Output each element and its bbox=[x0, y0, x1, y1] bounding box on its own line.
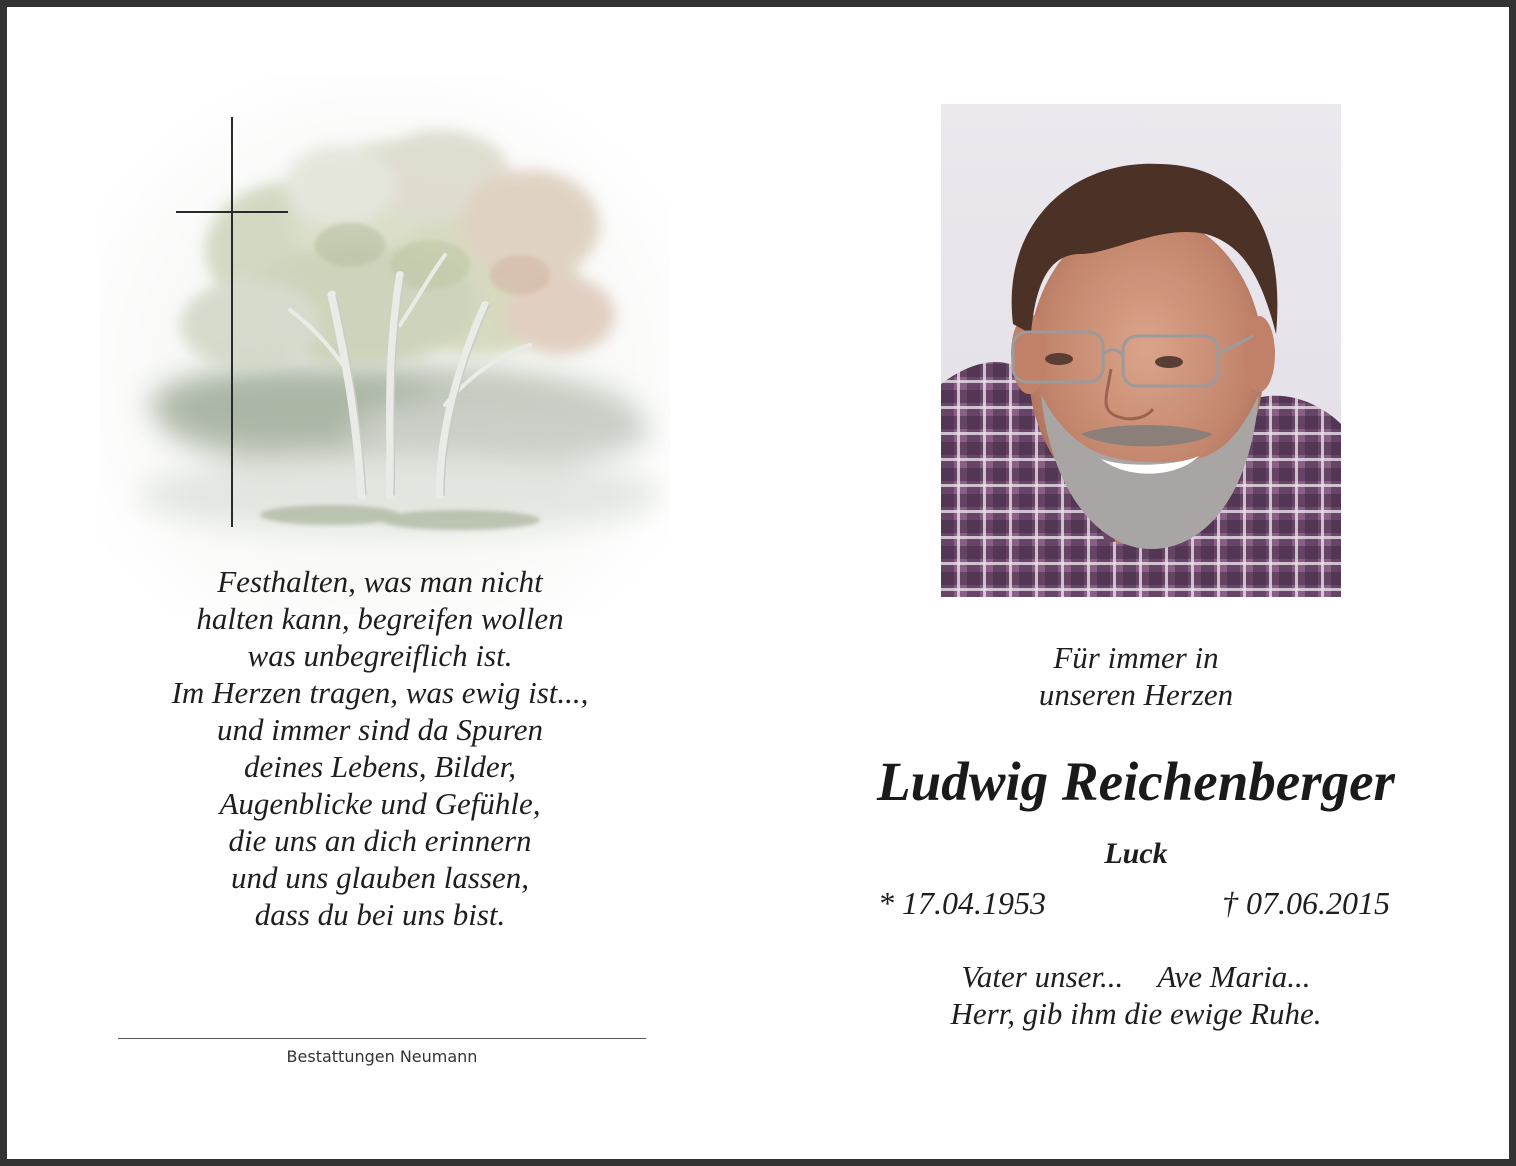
poem-line: Im Herzen tragen, was ewig ist..., bbox=[171, 675, 589, 710]
prayer-eternal-rest: Herr, gib ihm die ewige Ruhe. bbox=[950, 996, 1322, 1031]
poem-line: was unbegreiflich ist. bbox=[247, 638, 513, 673]
poem-line: und immer sind da Spuren bbox=[216, 712, 544, 747]
memorial-line-1: Für immer in bbox=[1053, 640, 1219, 675]
prayer-vater-unser: Vater unser... bbox=[961, 959, 1124, 994]
memorial-phrase bbox=[840, 639, 1432, 713]
poem-line: dass du bei uns bist. bbox=[254, 897, 506, 932]
funeral-home-name: Bestattungen Neumann bbox=[286, 1047, 478, 1066]
birth-date: * 17.04.1953 bbox=[878, 885, 1046, 921]
poem-line: halten kann, begreifen wollen bbox=[196, 601, 564, 636]
poem-line: deines Lebens, Bilder, bbox=[243, 749, 517, 784]
deceased-name: Ludwig Reichenberger bbox=[877, 751, 1395, 812]
poem-line: die uns an dich erinnern bbox=[228, 823, 532, 858]
prayers bbox=[840, 958, 1432, 1032]
death-date: † 07.06.2015 bbox=[1222, 885, 1390, 921]
poem bbox=[100, 563, 660, 933]
memorial-line-2: unseren Herzen bbox=[1038, 677, 1234, 712]
poem-line: Festhalten, was man nicht bbox=[217, 564, 543, 599]
poem-line: und uns glauben lassen, bbox=[231, 860, 529, 895]
footer-divider bbox=[118, 1038, 646, 1039]
poem-line: Augenblicke und Gefühle, bbox=[219, 786, 541, 821]
prayer-ave-maria: Ave Maria... bbox=[1157, 959, 1311, 994]
tree-watercolor-illustration bbox=[100, 75, 670, 615]
portrait-photo bbox=[941, 104, 1341, 597]
deceased-nickname: Luck bbox=[1104, 837, 1168, 870]
